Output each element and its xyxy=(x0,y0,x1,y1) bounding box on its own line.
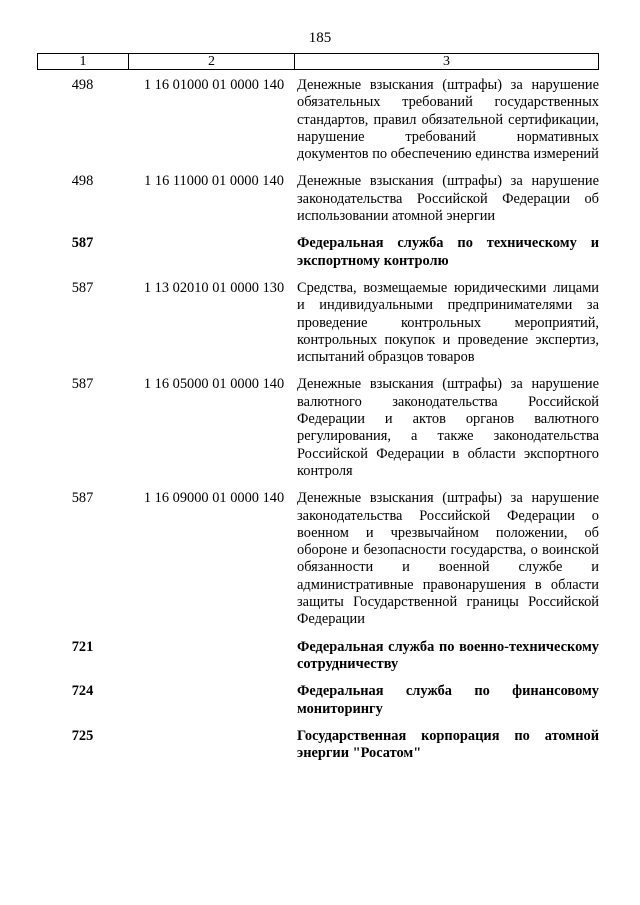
table-body xyxy=(37,77,599,762)
admin-code: 724 xyxy=(71,683,94,700)
table-row xyxy=(37,490,599,628)
table-row xyxy=(37,235,599,270)
budget-classification-code: 1 16 01000 01 0000 140 xyxy=(143,77,285,93)
header-col-3: 3 xyxy=(443,54,450,69)
budget-classification-code: 1 16 05000 01 0000 140 xyxy=(143,376,285,393)
revenue-description: Денежные взыскания (штрафы) за нарушение обязательных требований государственных стандартов, правил обязательной сертификации, нарушение требований нормативных документов по обеспечению единства измерений xyxy=(297,77,599,163)
revenue-description: Денежные взыскания (штрафы) за нарушение валютного законодательства Российской Федерации и актов органов валютного регулирования, а также законодательства Российской Федерации в области экспортного контроля xyxy=(297,376,599,479)
admin-code: 725 xyxy=(71,727,94,744)
table-row xyxy=(37,173,599,225)
budget-classification-code xyxy=(128,728,294,763)
table-row xyxy=(37,728,599,763)
admin-code: 721 xyxy=(71,638,94,655)
revenue-description: Средства, возмещаемые юридическими лицами и индивидуальными предпринимателями за проведение контрольных мероприятий, контрольных покупок и проведение экспертиз, испытаний образцов товаров xyxy=(297,279,599,366)
page-number: 185 xyxy=(308,30,332,46)
admin-code: 587 xyxy=(71,235,94,252)
revenue-description: Денежные взыскания (штрафы) за нарушение законодательства Российской Федерации о военном и чрезвычайном положении, об обороне и безопасности государства, о воинской обязанности и военной службе и административные правонарушения в области защиты Государственной границы Российской Федерации xyxy=(297,490,599,628)
administrator-name: Федеральная служба по техническому и экспортному контролю xyxy=(297,235,599,269)
revenue-codes-table xyxy=(37,53,599,772)
revenue-description: Денежные взыскания (штрафы) за нарушение законодательства Российской Федерации об использовании атомной энергии xyxy=(297,173,599,225)
table-row xyxy=(37,639,599,674)
administrator-name: Федеральная служба по финансовому мониторингу xyxy=(297,683,599,717)
admin-code: 498 xyxy=(71,173,94,190)
table-row xyxy=(37,683,599,718)
budget-classification-code xyxy=(128,683,294,718)
admin-code: 587 xyxy=(71,376,94,393)
budget-classification-code xyxy=(128,639,294,674)
budget-classification-code: 1 16 09000 01 0000 140 xyxy=(143,490,285,507)
budget-classification-code: 1 13 02010 01 0000 130 xyxy=(143,279,285,296)
admin-code: 587 xyxy=(71,490,94,507)
admin-code: 498 xyxy=(71,77,94,93)
administrator-name: Государственная корпорация по атомной энергии "Росатом" xyxy=(297,727,599,762)
header-col-2: 2 xyxy=(129,54,295,69)
budget-classification-code: 1 16 11000 01 0000 140 xyxy=(144,173,284,190)
header-col-1: 1 xyxy=(38,54,129,69)
table-row xyxy=(37,376,599,480)
table-row xyxy=(37,77,599,163)
table-row xyxy=(37,280,599,366)
admin-code: 587 xyxy=(71,279,94,296)
administrator-name: Федеральная служба по военно-техническому сотрудничеству xyxy=(297,638,599,672)
table-header-row xyxy=(37,53,599,70)
budget-classification-code xyxy=(128,235,294,270)
